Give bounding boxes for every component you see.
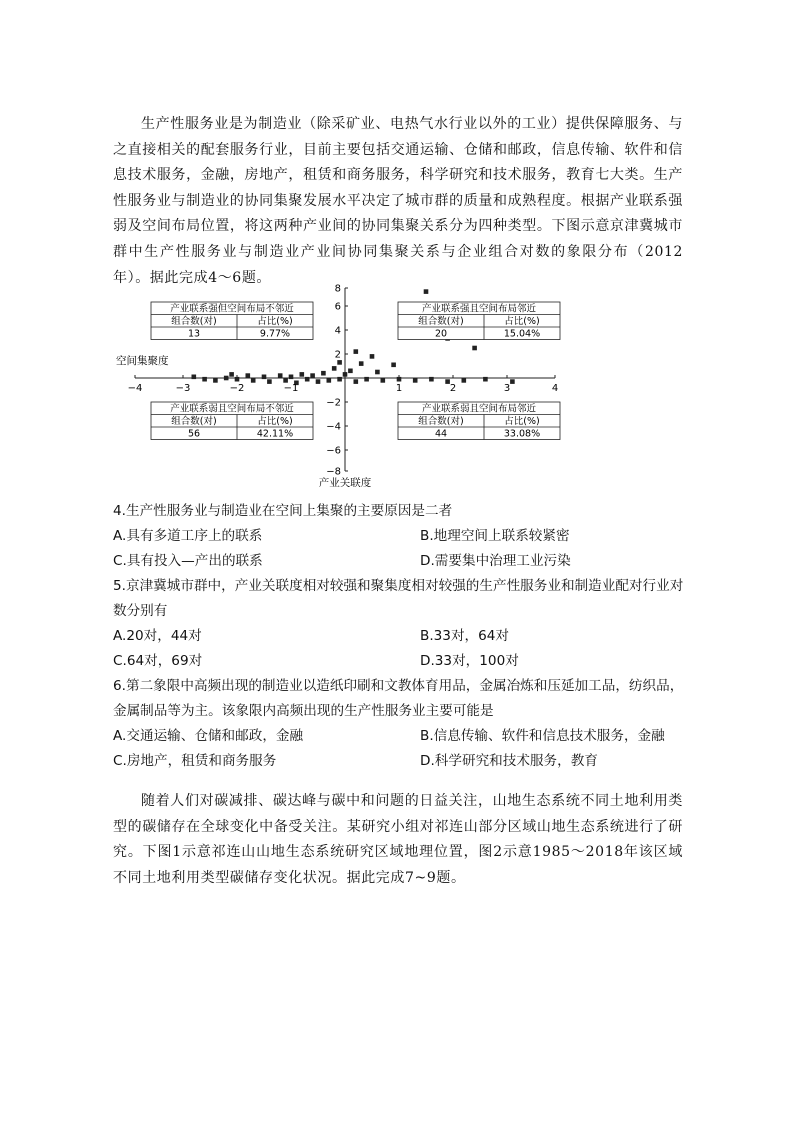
scatter-point (289, 375, 294, 380)
quadrant-box-title: 产业联系弱且空间布局不邻近 (170, 403, 294, 415)
quadrant-box-title: 产业联系弱且空间布局邻近 (421, 403, 537, 415)
quadrant-box-pct: 33.08% (503, 428, 541, 440)
y-tick-label: −4 (326, 421, 341, 433)
scatter-point (510, 379, 515, 384)
scatter-point (354, 349, 359, 354)
quadrant-box-title: 产业联系强且空间布局邻近 (421, 303, 537, 315)
scatter-point (348, 369, 353, 374)
scatter-point (262, 375, 267, 380)
scatter-point (305, 377, 310, 382)
quadrant-box-pct: 9.77% (259, 328, 291, 340)
question-4-option-a: A.具有多道工序上的联系 (113, 528, 263, 544)
x-tick-label: −4 (127, 383, 143, 394)
question-6-stem: 6.第二象限中高频出现的制造业以造纸印刷和文教体育用品，金属冶炼和压延加工品，纺织品，金属制品等为主。该象限内高频出现的生产性服务业主要可能是 (113, 678, 684, 719)
question-4-option-b: B.地理空间上联系较紧密 (420, 528, 570, 544)
quadrant-box-title: 产业联系强但空间布局不邻近 (170, 303, 294, 315)
quadrant-box-count: 20 (434, 328, 448, 340)
scatter-point (310, 373, 315, 378)
quadrant-box-col2: 占比(%) (257, 316, 293, 327)
quadrant-box (398, 402, 560, 440)
y-tick-label: −8 (326, 466, 341, 478)
scatter-point (192, 375, 197, 380)
scatter-point (370, 354, 375, 359)
quadrant-box-count: 13 (187, 328, 201, 340)
scatter-point (381, 378, 386, 383)
quadrant-box (398, 302, 560, 340)
y-tick-label: 4 (334, 325, 341, 337)
scatter-point (251, 378, 256, 383)
quadrant-box-col1: 组合数(对) (171, 416, 217, 427)
scatter-point (267, 379, 272, 384)
quadrant-box-col2: 占比(%) (257, 416, 293, 427)
scatter-point (337, 360, 342, 365)
x-tick-label: 4 (551, 383, 559, 394)
question-5-stem: 5.京津冀城市群中，产业关联度相对较强和聚集度相对较强的生产性服务业和制造业配对行业对数分别有 (113, 578, 684, 619)
question-4-option-c: C.具有投入—产出的联系 (113, 553, 263, 569)
quadrant-box-col2: 占比(%) (504, 416, 540, 427)
scatter-point (246, 373, 251, 378)
scatter-point (321, 371, 326, 376)
scatter-point (375, 370, 380, 375)
quadrant-box-pct: 42.11% (256, 428, 294, 440)
scatter-point (316, 379, 321, 384)
scatter-point (413, 378, 418, 383)
scatter-point (429, 377, 434, 382)
quadrant-box-col2: 占比(%) (504, 316, 540, 327)
quadrant-box-col1: 组合数(对) (171, 316, 217, 327)
second-paragraph: 随着人们对碳减排、碳达峰与碳中和问题的日益关注，山地生态系统不同土地利用类型的碳储存在全球变化中备受关注。某研究小组对祁连山部分区域山地生态系统进行了研究。下图1示意祁连山山地生态系统研究区域地理位置，图2示意1985～2018年该区域不同土地利用类型碳储存变化状况。据此完成7~9题。 (113, 793, 683, 886)
quadrant-box-col1: 组合数(对) (418, 416, 464, 427)
x-tick-label: 1 (395, 383, 403, 394)
y-tick-label: −2 (326, 397, 341, 409)
scatter-point (300, 372, 305, 377)
scatter-point (391, 363, 396, 368)
scatter-point (354, 379, 359, 384)
scatter-point (462, 378, 467, 383)
scatter-point (424, 289, 429, 294)
x-tick-label: 3 (503, 383, 511, 394)
x-axis-title: 产业关联度 (318, 477, 372, 487)
question-5-option-a: A.20对，44对 (113, 628, 202, 644)
scatter-point (472, 346, 477, 351)
scatter-point (283, 378, 288, 383)
x-tick-label: −2 (229, 383, 245, 394)
scatter-point (364, 377, 369, 382)
y-tick-label: 6 (334, 301, 341, 313)
scatter-point (327, 378, 332, 383)
quadrant-box-col1: 组合数(对) (418, 316, 464, 327)
quadrant-box (151, 302, 313, 340)
scatter-point (359, 361, 364, 366)
y-tick-label: 8 (334, 283, 341, 295)
scatter-point (229, 372, 234, 377)
question-4-stem: 4.生产性服务业与制造业在空间上集聚的主要原因是二者 (113, 503, 453, 519)
x-tick-label: −3 (175, 383, 191, 394)
question-6-option-a: A.交通运输、仓储和邮政，金融 (113, 728, 304, 744)
scatter-point (235, 377, 240, 382)
scatter-point (337, 377, 342, 382)
question-5-option-b: B.33对，64对 (420, 628, 510, 644)
quadrant-boxes (151, 302, 560, 440)
y-tick-label: −6 (326, 445, 341, 457)
scatter-point (343, 372, 348, 377)
question-6-option-d: D.科学研究和技术服务，教育 (420, 753, 598, 769)
scatter-point (483, 377, 488, 382)
question-4-option-d: D.需要集中治理工业污染 (420, 553, 571, 569)
y-tick-label: 2 (334, 349, 341, 361)
quadrant-box-count: 56 (187, 428, 201, 440)
scatter-chart (113, 275, 563, 487)
intro-paragraph: 生产性服务业是为制造业（除采矿业、电热气水行业以外的工业）提供保障服务、与之直接相关的配套服务行业，目前主要包括交通运输、仓储和邮政，信息传输、软件和信息技术服务，金融，房地产，租赁和商务服务，科学研究和技术服务，教育七大类。生产性服务业与制造业的协同集聚发展水平决定了城市群的质量和成熟程度。根据产业联系强弱及空间布局位置，将这两种产业间的协同集聚关系分为四种类型。下图示意京津冀城市群中生产性服务业与制造业产业间协同集聚关系与企业组合对数的象限分布（2012年）。据此完成4～6题。 (113, 116, 683, 286)
quadrant-box (151, 402, 313, 440)
scatter-point (224, 376, 229, 381)
quadrant-box-count: 44 (434, 428, 448, 440)
scatter-point (202, 377, 207, 382)
question-5-option-d: D.33对，100对 (420, 653, 519, 669)
quadrant-box-pct: 15.04% (503, 328, 541, 340)
question-6-option-b: B.信息传输、软件和信息技术服务，金融 (420, 728, 665, 744)
question-6-option-c: C.房地产，租赁和商务服务 (113, 753, 277, 769)
scatter-point (397, 377, 402, 382)
y-axis-title: 空间集聚度 (116, 355, 169, 367)
x-tick-label: −1 (283, 383, 299, 394)
question-5-option-c: C.64对，69对 (113, 653, 203, 669)
x-tick-label: 2 (449, 383, 457, 394)
scatter-point (278, 373, 283, 378)
scatter-point (213, 378, 218, 383)
scatter-point (332, 366, 337, 371)
